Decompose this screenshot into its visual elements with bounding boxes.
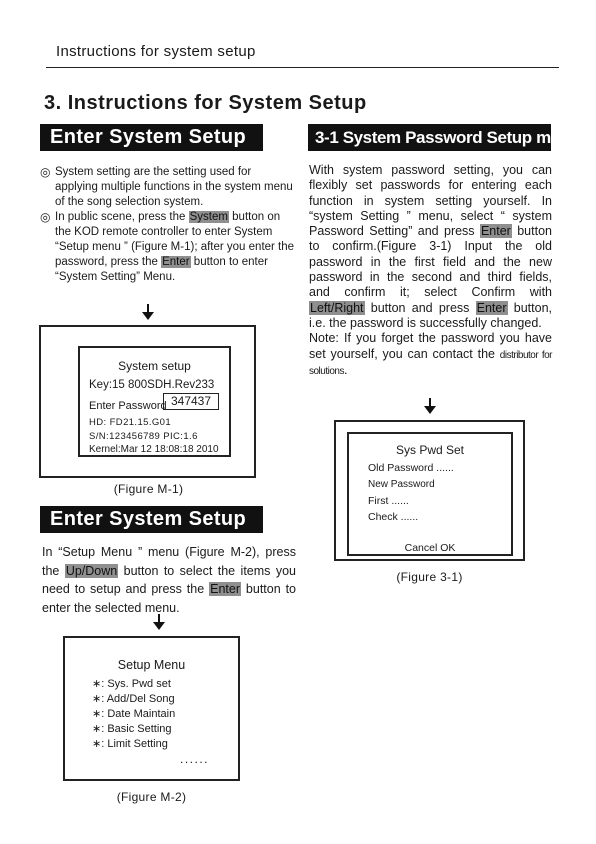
bullet-icon: ◎ <box>40 210 51 224</box>
menu-item: ∗: Basic Setting <box>92 723 172 735</box>
text-run: button to select the items you need to setup and press the <box>42 563 296 596</box>
header-rule <box>46 67 559 68</box>
new-password-row: New Password <box>368 479 435 490</box>
key-enter-highlight: Enter <box>162 256 190 268</box>
running-header: Instructions for system setup <box>56 43 256 60</box>
screen-title: Setup Menu <box>117 658 186 672</box>
down-arrow-icon <box>140 304 156 320</box>
old-password-row: Old Password ...... <box>368 462 454 474</box>
screen-title: System setup <box>118 359 191 373</box>
key-enter-highlight: Enter <box>480 224 511 239</box>
text-run: button to enter “System Setting” Menu. <box>55 256 268 283</box>
text-run: In “Setup Menu ” menu (Figure M-2), press the <box>42 545 296 578</box>
section-badge-enter-system-setup-2: Enter System Setup <box>40 506 263 533</box>
hd-line: HD: FD21.15.G01 <box>89 417 172 428</box>
main-title: 3. Instructions for System Setup <box>44 92 367 114</box>
bullet-item <box>40 210 295 285</box>
figure-caption: (Figure 3-1) <box>396 570 463 584</box>
key-system-highlight: System <box>189 211 228 223</box>
text-run: button to enter the selected menu. <box>42 582 297 615</box>
down-arrow-icon <box>422 398 438 414</box>
menu-item: ∗: Add/Del Song <box>92 693 175 705</box>
password-field: 347437 <box>163 393 219 410</box>
note-small-text: distributor for solutions <box>309 349 552 377</box>
text-run: button to confirm.(Figure 3-1) Input the old password in the first field and the new password in the second and third fields, and confirm it; select Confirm with <box>309 224 552 300</box>
text-run: With system password setting, you can flexibly set passwords for entering each function in system setting yourself. In “system Setting ” menu, select “ system Password Setting” and press <box>309 163 552 239</box>
figure-m1-screen <box>78 346 231 457</box>
text-run: button, i.e. the password is successfully changed. <box>309 300 552 330</box>
figure-m2-frame <box>63 636 240 781</box>
down-arrow-icon <box>151 614 167 630</box>
menu-item: ∗: Date Maintain <box>92 708 176 720</box>
text-run: In public scene, press the <box>55 211 189 223</box>
key-leftright-highlight: Left/Right <box>310 300 364 315</box>
key-enter-highlight: Enter <box>476 300 507 315</box>
section-badge-password-setup: 3-1 System Password Setup menu <box>308 124 551 151</box>
text-run: button and press <box>364 300 476 315</box>
note-text: Note: If you forget the password you have set yourself, you can contact the <box>309 331 552 361</box>
figure-31-screen <box>347 432 513 556</box>
kernel-line: Kernel:Mar 12 18:08:18 2010 <box>89 444 219 455</box>
more-dots: ...... <box>180 752 210 766</box>
figure-caption: (Figure M-2) <box>116 790 187 804</box>
bullet-item <box>40 165 295 210</box>
menu-item: ∗: Limit Setting <box>92 738 168 750</box>
key-updown-highlight: Up/Down <box>65 563 118 578</box>
check-row: Check ...... <box>368 511 419 523</box>
screen-title: Sys Pwd Set <box>395 443 465 457</box>
section2-paragraph <box>42 543 296 617</box>
figure-caption: (Figure M-1) <box>113 482 184 496</box>
section3-paragraph <box>309 163 552 379</box>
dialog-buttons: Cancel OK <box>404 542 456 554</box>
menu-item: ∗: Sys. Pwd set <box>92 678 171 690</box>
key-enter-highlight: Enter <box>210 582 240 596</box>
text-run: button on the KOD remote controller to enter System “Setup menu ” (Figure M-1); after you enter the password, press the <box>55 211 295 268</box>
note-end: . <box>343 362 348 377</box>
bullet-text: System setting are the setting used for applying multiple functions in the system menu of the song selection system. <box>55 166 293 208</box>
section-badge-enter-system-setup: Enter System Setup <box>40 124 263 151</box>
bullet-text <box>40 210 295 285</box>
key-line: Key:15 800SDH.Rev233 <box>89 379 215 391</box>
password-label: Enter Password <box>89 400 167 412</box>
first-row: First ...... <box>368 495 409 507</box>
serial-line: S/N:123456789 PIC:1.6 <box>89 431 198 442</box>
bullet-icon: ◎ <box>40 165 51 179</box>
